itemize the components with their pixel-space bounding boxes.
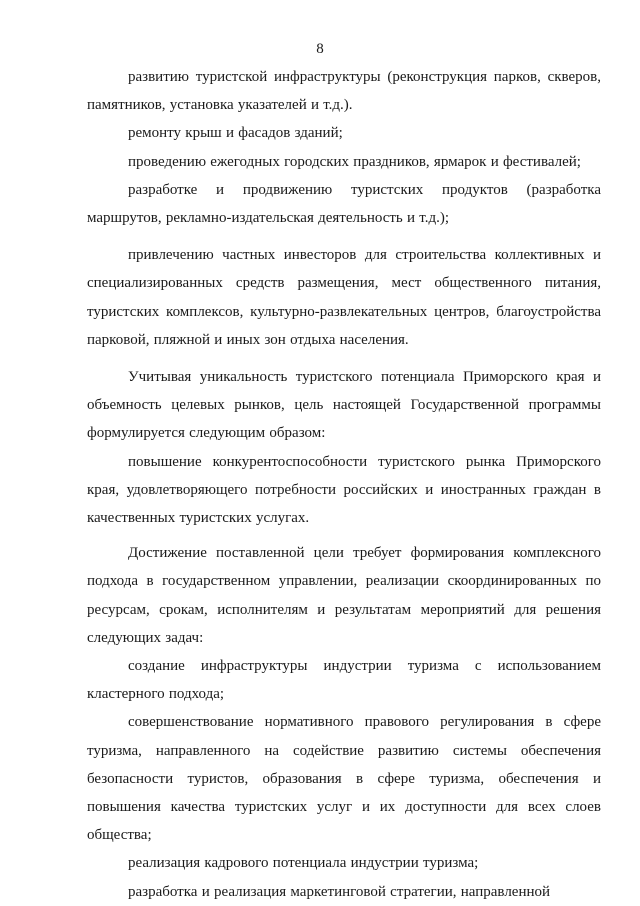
paragraph-task-personnel: реализация кадрового потенциала индустрии туризма; xyxy=(128,855,479,872)
paragraph-roof-repair: ремонту крыш и фасадов зданий; xyxy=(128,125,343,142)
paragraph-task-marketing: разработка и реализация маркетинговой стратегии, направленной xyxy=(128,883,551,900)
paragraph-spacer xyxy=(87,232,601,241)
paragraph-city-festivals: проведению ежегодных городских праздников, ярмарок и фестивалей; xyxy=(128,153,581,170)
paragraph-private-investors: привлечению частных инвесторов для строительства коллективных и специализированных средств размещения, мест общественного питания, туристских комплексов, культурно-развлекательных центров, благоустройства парковой, пляжной и иных зон отдыха населения. xyxy=(87,247,601,348)
page-number: 8 xyxy=(316,41,324,57)
paragraph-tourist-products: разработке и продвижению туристских продуктов (разработка маршрутов, рекламно-издательская деятельность и т.д.); xyxy=(87,181,601,227)
paragraph-task-regulation: совершенствование нормативного правового регулирования в сфере туризма, направленного на содействие развитию системы обеспечения безопасности туристов, образования в сфере туризма, обеспечения и повышения качества туристских услуг и их доступности для всех слоев общества; xyxy=(87,714,601,844)
paragraph-spacer xyxy=(87,532,601,539)
paragraph-tasks-intro: Достижение поставленной цели требует формирования комплексного подхода в государственном управлении, реализации скоординированных по ресурсам, срокам, исполнителям и результатам мероприятий для решения следующих задач: xyxy=(87,545,601,646)
paragraph-task-infrastructure: создание инфраструктуры индустрии туризма с использованием кластерного подхода; xyxy=(87,658,601,703)
paragraph-program-goal: повышение конкурентоспособности туристского рынка Приморского края, удовлетворяющего потребности российских и иностранных граждан в качественных туристских услугах. xyxy=(87,453,601,527)
paragraph-program-goal-intro: Учитывая уникальность туристского потенциала Приморского края и объемность целевых рынков, цель настоящей Государственной программы формулируется следующим образом: xyxy=(87,369,601,442)
paragraph-spacer xyxy=(87,354,601,363)
document-body xyxy=(87,63,601,906)
paragraph-tourist-infrastructure: развитию туристской инфраструктуры (реконструкция парков, скверов, памятников, установка указателей и т.д.). xyxy=(87,69,601,114)
